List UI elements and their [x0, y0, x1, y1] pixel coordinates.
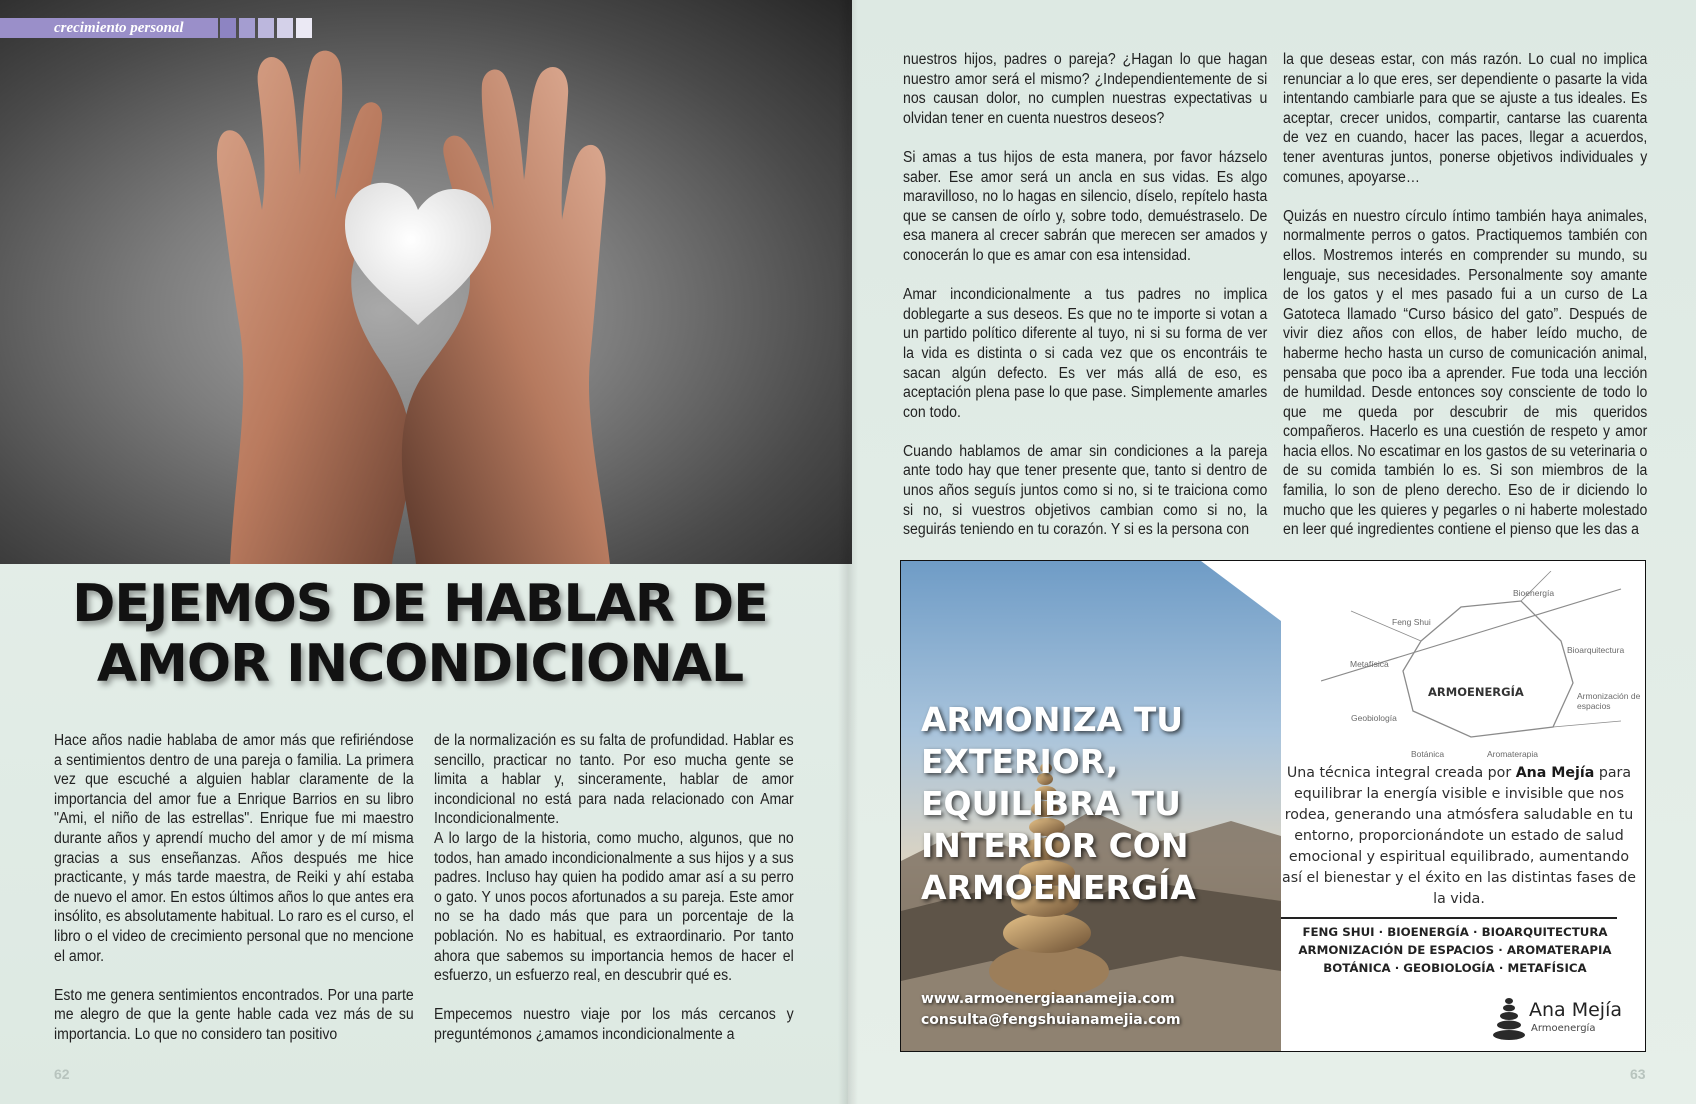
logo-name: Ana Mejía [1529, 999, 1623, 1021]
services-line: BOTÁNICA · GEOBIOLOGÍA · METAFÍSICA [1323, 961, 1587, 975]
ad-services-list [1279, 923, 1631, 977]
right-column-2 [1283, 50, 1647, 540]
stacked-stones-icon [1491, 995, 1527, 1041]
paragraph: Cuando hablamos de amar sin condiciones a la pareja ante todo hay que tener presente que, tanto si dentro de unos años seguís juntos como si no, si te traiciona como si no, si vuestros objetivos cambian como si no, la seguirás teniendo en tu corazón. Y si es la persona con [903, 442, 1268, 539]
paragraph: Amar incondicionalmente a tus padres no implica doblegarte a sus deseos. Es que no te importe si votan a un partido político diferente al tuyo, ni si su forma de ver la vida es distinta o si cada vez que os encontráis te sacan algún defecto. Es ver más allá de eso, es aceptación plena pase lo que pase. Simplemente amarles con todo. [903, 286, 1268, 421]
paragraph: nuestros hijos, padres o pareja? ¿Hagan lo que hagan nuestro amor será el mismo? ¿Independientemente de si nos causan dolor, no cumplen nuestras expectativas u olvidan tener en cuenta nuestros deseos? [903, 51, 1268, 127]
paragraph: Hace años nadie hablaba de amor más que refiriéndose a sentimientos dentro de una pareja o familia. La primera vez que escuché a alguien hablar claramente de la importancia del amor fue a Enrique Barrios en su libro "Ami, el niño de las estrellas". Enrique fue mi maestro durante años y aprendí mucho del amor y de mí misma gracias a sus enseñanzas. Años después me hice practicante, y más tarde maestra, de Reiki y ahí estaba de nuevo el amor. En estos últimos años lo que antes era insólito, es absolutamente habitual. Lo raro es el curso, el libro o el video de crecimiento personal que no mencione el amor. [54, 732, 414, 965]
services-line: ARMONIZACIÓN DE ESPACIOS · AROMATERAPIA [1298, 943, 1612, 957]
hands-heart-illustration [0, 0, 852, 564]
services-line: FENG SHUI · BIOENERGÍA · BIOARQUITECTURA [1302, 925, 1608, 939]
paragraph: la que deseas estar, con más razón. Lo cual no implica renunciar a lo que eres, ser dependiente o pasarte la vida intentando cambiarle para que se ajuste a tus ideales. Es aceptar, crecer unidos, compartir, cantarse las cuarenta de vez en cuando, hacer las paces, llegar a acuerdos, tener aventuras juntos, ponerse objetivos individuales y comunes, apoyarse… [1283, 51, 1648, 186]
section-tag-squares [220, 18, 312, 38]
tag-square [277, 18, 293, 38]
paragraph: Empecemos nuestro viaje por los más cercanos y preguntémonos ¿amamos incondicionalmente a [434, 1006, 794, 1043]
diagram-label-bioarquitectura: Bioarquitectura [1567, 645, 1625, 655]
armoenergia-advertisement [900, 560, 1646, 1052]
armoenergia-diagram [1321, 571, 1641, 759]
tag-square [239, 18, 255, 38]
diagram-core-label: ARMOENERGÍA [1428, 685, 1524, 699]
diagram-label-bioenergia: Bioenergía [1513, 588, 1555, 598]
article-headline [40, 574, 800, 694]
ad-email-link[interactable]: consulta@fengshuianamejia.com [921, 1012, 1181, 1028]
ad-divider [1281, 917, 1617, 919]
diagram-label-geobiologia: Geobiología [1351, 713, 1397, 723]
hero-photo-hands-heart [0, 0, 852, 564]
headline-line-2: AMOR INCONDICIONAL [96, 634, 744, 694]
page-number-right: 63 [1630, 1066, 1646, 1082]
diagram-label-aromaterapia: Aromaterapia [1487, 749, 1539, 759]
paragraph: Esto me genera sentimientos encontrados. Por una parte me alegro de que la gente hable cada vez más de su importancia. Lo que no considero tan positivo [54, 986, 414, 1043]
ana-mejia-logo [1491, 995, 1641, 1043]
right-column-1 [903, 50, 1267, 540]
paragraph: de la normalización es su falta de profundidad. Hablar es sencillo, practicar no tanto. Por eso mucha gente se limita a hablar y, sinceramente, hablar de amor incondicional no está para nada relacionado con Amar Incondicionalmente. [434, 732, 794, 828]
paragraph: Quizás en nuestro círculo íntimo también haya animales, normalmente perros o gatos. Practiquemos también con ellos. Mostremos interés en comprender su mundo, su lenguaje, sus necesidades. Personalmente soy amante de los gatos y el mes pasado fui a un curso de La Gatoteca llamado “Curso básico del gato”. Después de vivir diez años con ellos, de haber leído mucho, de haberme hecho hasta un curso de comunicación animal, pensaba que poco iba a aprender. Fue toda una lección de humildad. Desde entonces soy consciente de todo lo que me queda por descubrir de mis queridos compañeros. Hacerlo es una cuestión de respeto y amor hacia ellos. No escatimar en los gastos de su veterinaria o de su comida también lo es. Si son miembros de la familia, lo son de pleno derecho. Eso de ir diciendo lo mucho que les quieres y pegarles o ni haberte molestado en leer qué ingredientes contiene el pienso que les das a [1283, 207, 1648, 539]
diagram-label-armonizacion: Armonización de espacios [1577, 691, 1641, 711]
left-column-1 [54, 731, 414, 1045]
ad-headline: ARMONIZA TU EXTERIOR, EQUILIBRA TU INTERIOR CON ARMOENERGÍA [921, 700, 1196, 907]
tag-square [296, 18, 312, 38]
diagram-label-botanica: Botánica [1411, 749, 1445, 759]
paragraph: A lo largo de la historia, como mucho, algunos, que no todos, han amado incondicionalmente a sus hijos y a sus padres. Incluso hay quien ha podido amar así a su perro o gato. Y unos pocos afortunados a su pareja. Este amor no se ha dado más que para un porcentaje de la población. No es habitual, es extraordinario. Por tanto ahora que sabemos su importancia hemos de hacer el esfuerzo, un esfuerzo real, en descubrir qué es. [434, 829, 794, 985]
ad-website-link[interactable]: www.armoenergiaanamejia.com [921, 991, 1175, 1007]
left-column-2 [434, 731, 794, 1045]
tag-square [220, 18, 236, 38]
ad-contact [921, 989, 1241, 1031]
paragraph: Si amas a tus hijos de esta manera, por favor házselo saber. Ese amor será un ancla en sus vidas. Es algo maravilloso, no lo hagas en silencio, díselo, repítelo hasta que se cansen de oírlo y, sobre todo, demuéstraselo. De esa manera al crecer sabrán que merecen ser amados y conocerán lo que es amar con esa intensidad. [903, 148, 1268, 264]
section-tag: crecimiento personal [0, 18, 218, 38]
page-gutter [838, 0, 858, 1104]
headline-line-1: DEJEMOS DE HABLAR DE [72, 574, 768, 634]
diagram-label-metafisica: Metafísica [1350, 659, 1389, 669]
tag-square [258, 18, 274, 38]
page-number-left: 62 [54, 1066, 70, 1082]
ad-author: Ana Mejía [1515, 765, 1595, 781]
logo-subtitle: Armoenergía [1531, 1023, 1596, 1034]
ad-description: Una técnica integral creada por Ana Mejía para equilibrar la energía visible e invisible que nos rodea, generando una atmósfera saludable en tu entorno, proporcionándote un estado de salud emocional y espiritual equilibrado, aumentando así el bienestar y el éxito en las distintas fases de la vida. [1282, 765, 1636, 907]
diagram-label-feng-shui: Feng Shui [1392, 617, 1431, 627]
